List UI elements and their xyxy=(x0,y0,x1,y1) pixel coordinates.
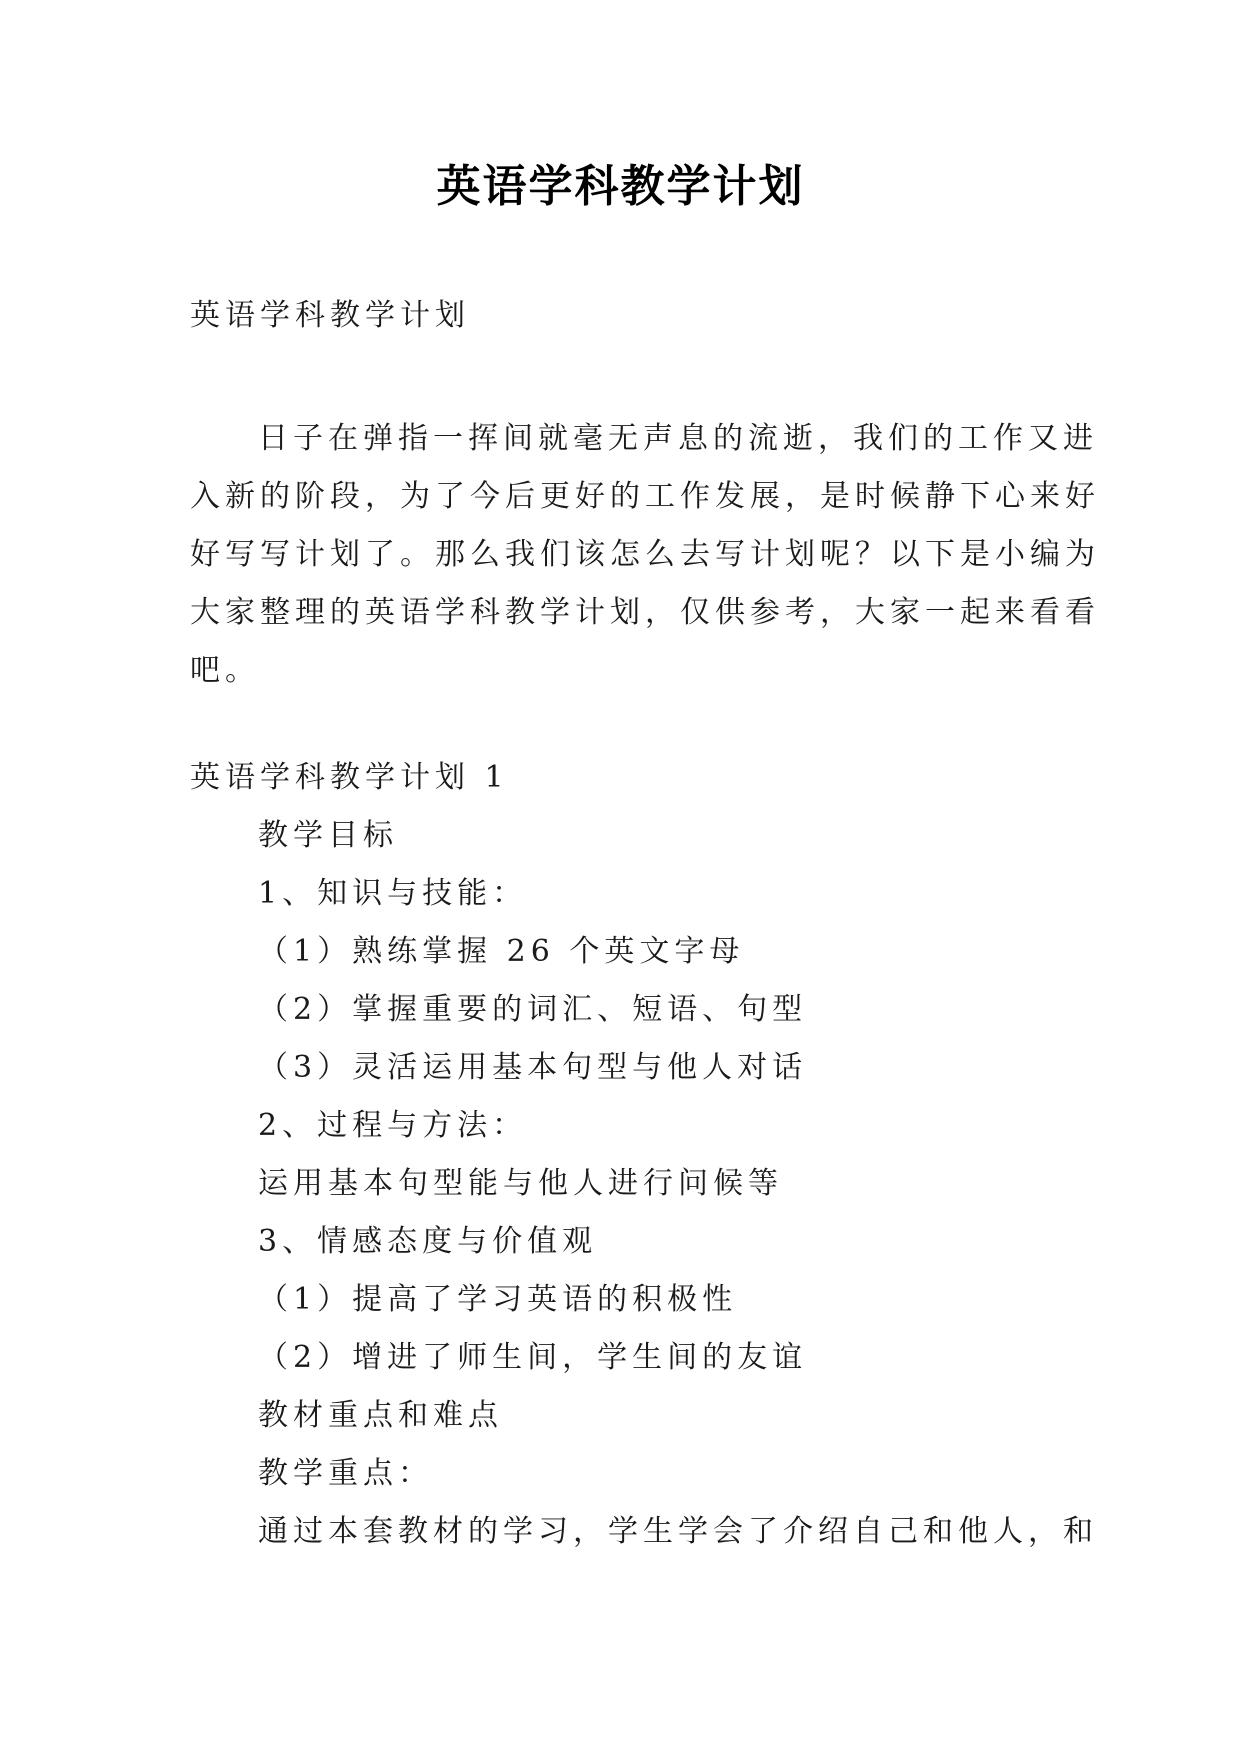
section-heading: 英语学科教学计划 1 xyxy=(190,760,509,795)
intro-line: 好写写计划了。那么我们该怎么去写计划呢？以下是小编为 xyxy=(190,537,1100,572)
sub-item: （1）提高了学习英语的积极性 xyxy=(258,1282,738,1317)
document-title: 英语学科教学计划 xyxy=(436,161,805,212)
heading-teaching-focus: 教学重点： xyxy=(258,1456,433,1491)
intro-line: 吧。 xyxy=(190,653,260,688)
item-knowledge-skills: 1、知识与技能： xyxy=(258,876,528,911)
intro-line: 日子在弹指一挥间就毫无声息的流逝，我们的工作又进 xyxy=(258,421,1098,456)
sub-item: （3）灵活运用基本句型与他人对话 xyxy=(258,1050,808,1085)
intro-paragraph xyxy=(190,410,1100,700)
item-process-methods: 2、过程与方法： xyxy=(258,1108,528,1143)
item-attitudes-values: 3、情感态度与价值观 xyxy=(258,1224,598,1259)
sub-item: （1）熟练掌握 26 个英文字母 xyxy=(258,934,745,969)
sub-item: （2）掌握重要的词汇、短语、句型 xyxy=(258,992,808,1027)
heading-teaching-goals: 教学目标 xyxy=(258,818,398,853)
intro-line: 大家整理的英语学科教学计划，仅供参考，大家一起来看看 xyxy=(190,595,1100,630)
body-line: 运用基本句型能与他人进行问候等 xyxy=(258,1166,783,1201)
body-line: 通过本套教材的学习，学生学会了介绍自己和他人，和 xyxy=(258,1514,1098,1549)
sub-item: （2）增进了师生间，学生间的友谊 xyxy=(258,1340,808,1375)
heading-key-difficult-points: 教材重点和难点 xyxy=(258,1398,503,1433)
document-subtitle: 英语学科教学计划 xyxy=(190,298,470,333)
intro-line: 入新的阶段，为了今后更好的工作发展，是时候静下心来好 xyxy=(190,479,1100,514)
